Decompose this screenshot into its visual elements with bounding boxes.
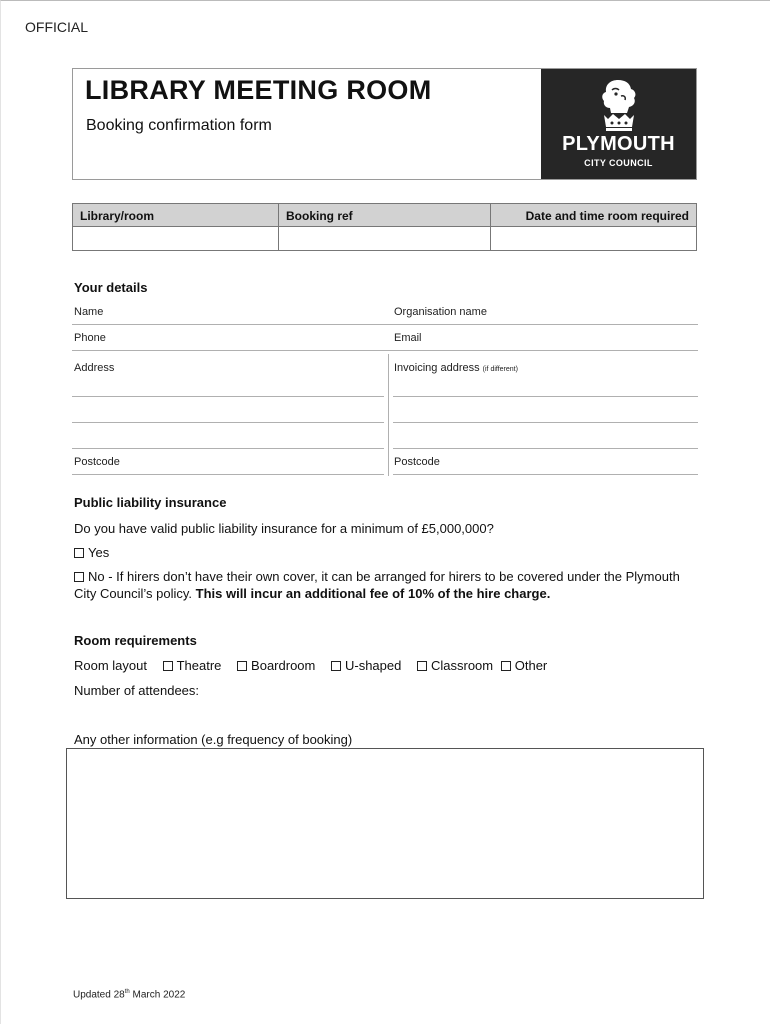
library-room-field[interactable] bbox=[73, 227, 279, 251]
invoicing-note: (if different) bbox=[482, 366, 518, 373]
insurance-question: Do you have valid public liability insurance for a minimum of £5,000,000? bbox=[74, 521, 494, 536]
logo-subtitle: CITY COUNCIL bbox=[584, 158, 653, 168]
updated-suffix: March 2022 bbox=[129, 989, 186, 1001]
table-row bbox=[73, 227, 697, 251]
invoicing-address-text: Invoicing address bbox=[394, 362, 480, 374]
invoicing-line-2[interactable] bbox=[393, 422, 698, 423]
email-label: Email bbox=[394, 332, 422, 344]
name-field-line[interactable] bbox=[72, 324, 698, 325]
form-title: LIBRARY MEETING ROOM bbox=[85, 75, 432, 105]
u-shaped-label: U-shaped bbox=[344, 658, 402, 673]
no-fee-note: This will incur an additional fee of 10% of the hire charge. bbox=[195, 586, 551, 601]
invoicing-line-3[interactable] bbox=[393, 448, 698, 449]
organisation-label: Organisation name bbox=[394, 306, 487, 318]
phone-field-line[interactable] bbox=[72, 350, 698, 351]
insurance-yes-option bbox=[74, 544, 109, 561]
invoicing-postcode-label: Postcode bbox=[394, 456, 440, 468]
phone-label: Phone bbox=[74, 332, 106, 344]
lion-crown-icon bbox=[594, 77, 644, 133]
insurance-no-option bbox=[74, 568, 704, 602]
booking-ref-field[interactable] bbox=[279, 227, 491, 251]
address-line-3[interactable] bbox=[72, 448, 384, 449]
date-time-header: Date and time room required bbox=[491, 204, 697, 227]
classroom-checkbox[interactable] bbox=[417, 661, 427, 671]
other-label: Other bbox=[514, 658, 548, 673]
no-label: No - If hirers don’t have their own cover, it can be arranged for hirers to be covered under the Plymouth City Council’s policy. bbox=[74, 569, 680, 601]
classroom-label: Classroom bbox=[430, 658, 494, 673]
address-line-1[interactable] bbox=[72, 396, 384, 397]
updated-date bbox=[73, 989, 185, 1000]
invoicing-postcode-field-line[interactable] bbox=[393, 474, 698, 475]
your-details-heading: Your details bbox=[74, 280, 148, 295]
logo-name: PLYMOUTH bbox=[562, 133, 675, 155]
yes-label: Yes bbox=[88, 545, 110, 560]
insurance-heading: Public liability insurance bbox=[74, 495, 227, 510]
no-checkbox[interactable] bbox=[74, 572, 84, 582]
boardroom-checkbox[interactable] bbox=[237, 661, 247, 671]
updated-sup: th bbox=[124, 989, 130, 995]
booking-reference-table bbox=[72, 203, 697, 251]
room-layout-row bbox=[74, 657, 547, 674]
address-label: Address bbox=[74, 362, 115, 374]
theatre-checkbox[interactable] bbox=[163, 661, 173, 671]
address-line-2[interactable] bbox=[72, 422, 384, 423]
attendees-label: Number of attendees: bbox=[74, 683, 200, 698]
other-info-label: Any other information (e.g frequency of booking) bbox=[74, 732, 353, 747]
other-info-textarea[interactable] bbox=[66, 748, 704, 899]
official-marking: OFFICIAL bbox=[25, 19, 89, 35]
postcode-label: Postcode bbox=[74, 456, 120, 468]
invoicing-address-label bbox=[394, 362, 518, 374]
boardroom-label: Boardroom bbox=[251, 658, 316, 673]
other-checkbox[interactable] bbox=[501, 661, 511, 671]
column-divider bbox=[388, 354, 389, 476]
form-subtitle: Booking confirmation form bbox=[86, 117, 272, 134]
theatre-label: Theatre bbox=[176, 658, 222, 673]
postcode-field-line[interactable] bbox=[72, 474, 384, 475]
table-header-row bbox=[73, 204, 697, 227]
room-requirements-heading: Room requirements bbox=[74, 633, 197, 648]
council-logo bbox=[541, 69, 696, 179]
room-layout-label: Room layout bbox=[74, 658, 147, 673]
name-label: Name bbox=[74, 306, 104, 318]
updated-prefix: Updated 28 bbox=[73, 989, 125, 1001]
date-time-field[interactable] bbox=[491, 227, 697, 251]
booking-ref-header: Booking ref bbox=[279, 204, 491, 227]
form-header bbox=[72, 68, 697, 180]
invoicing-line-1[interactable] bbox=[393, 396, 698, 397]
u-shaped-checkbox[interactable] bbox=[331, 661, 341, 671]
yes-checkbox[interactable] bbox=[74, 548, 84, 558]
library-room-header: Library/room bbox=[73, 204, 279, 227]
